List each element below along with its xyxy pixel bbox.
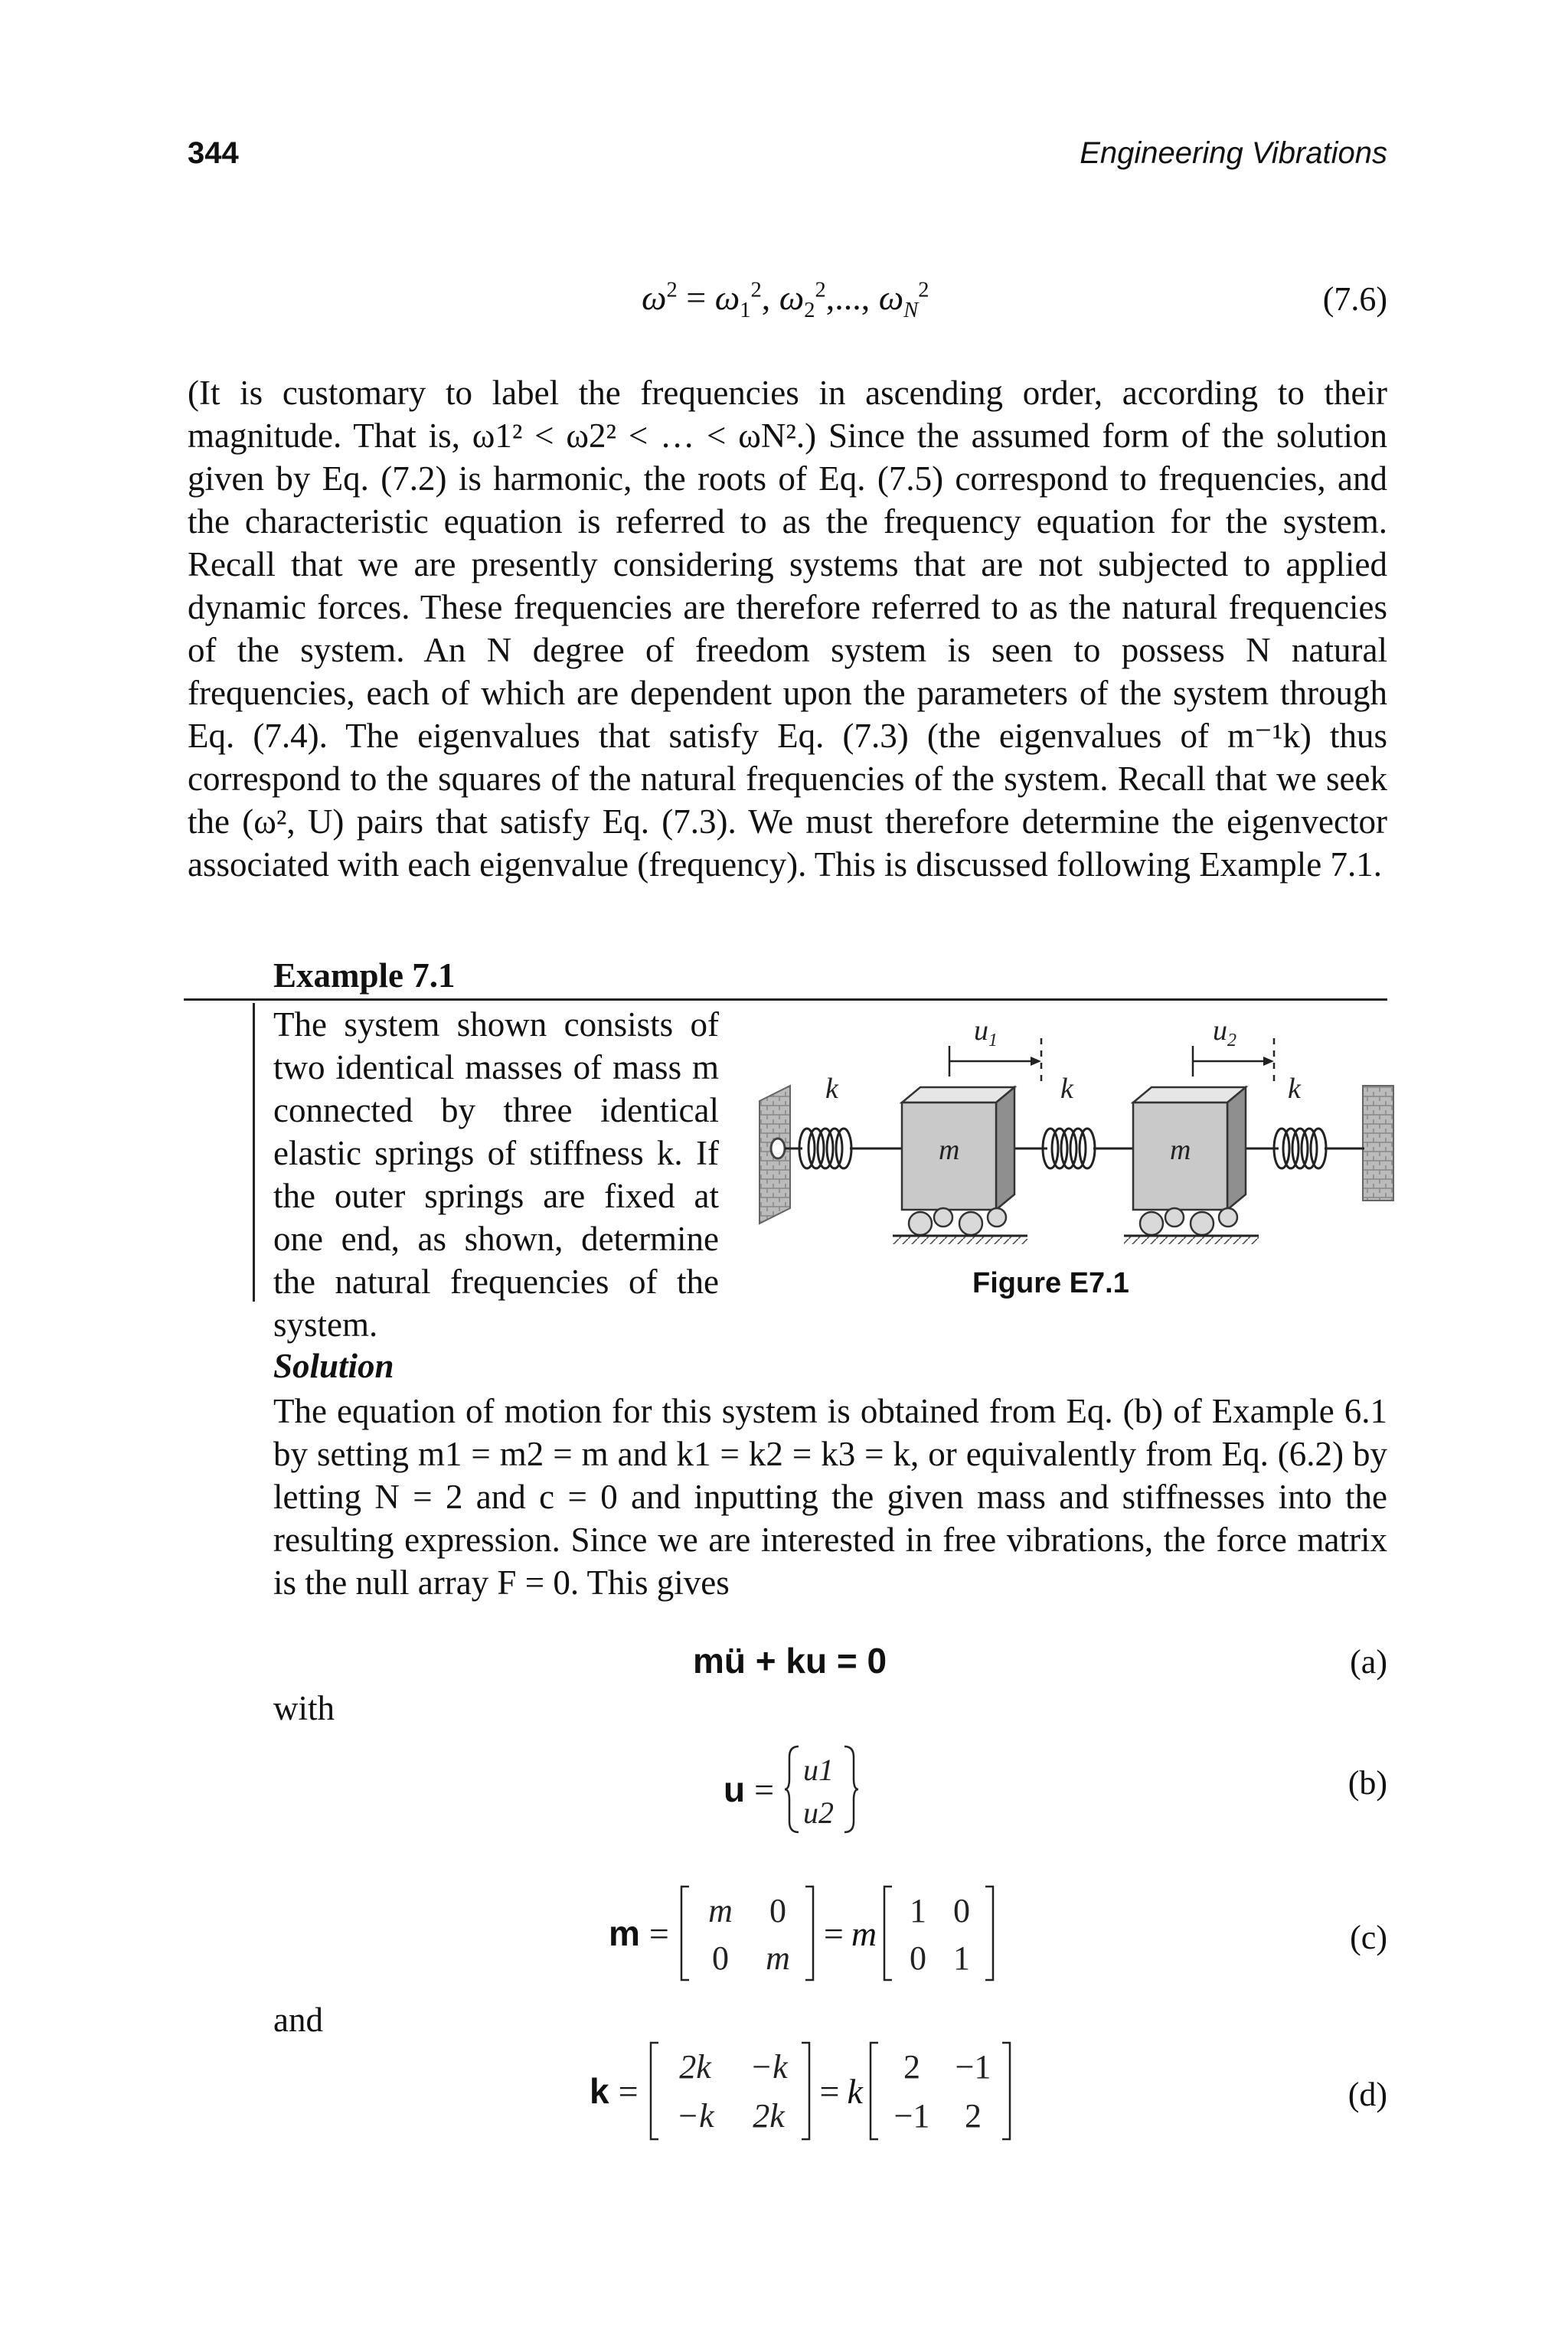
equation-a-label: (a) bbox=[1350, 1643, 1387, 1681]
svg-text:m: m bbox=[707, 1892, 733, 1929]
svg-text:2k: 2k bbox=[678, 2048, 711, 2086]
svg-text:2: 2 bbox=[964, 2097, 982, 2135]
svg-text:0: 0 bbox=[953, 1892, 971, 1929]
label-k-middle: k bbox=[1060, 1073, 1073, 1105]
equation-a: mü + ku = 0 bbox=[693, 1641, 887, 1681]
word-with: with bbox=[273, 1689, 335, 1727]
label-m-1: m bbox=[939, 1134, 960, 1166]
equation-d-label: (d) bbox=[1348, 2076, 1387, 2113]
figure-e7-1 bbox=[743, 1009, 1401, 1262]
solution-text: The equation of motion for this system is obtained from Eq. (b) of Example 6.1 by setting m1 = m2 = m and k1 = k2 = k3 = k, or equivalently from Eq. (6.2) by letting N = 2 and c = 0 and inputting the given mass and stiffnesses into the resulting expression. Since we are interested in free vibrations, the force matrix is the null array F = 0. This gives bbox=[273, 1392, 1387, 1602]
solution-heading: Solution bbox=[273, 1347, 394, 1385]
svg-text:0: 0 bbox=[910, 1939, 927, 1977]
equation-c-label: (c) bbox=[1350, 1919, 1387, 1956]
spring-middle bbox=[1011, 1129, 1133, 1168]
running-title: Engineering Vibrations bbox=[1080, 136, 1387, 170]
label-k-right: k bbox=[1288, 1073, 1301, 1105]
body-paragraph: (It is customary to label the frequencies in ascending order, according to their magnitude. That is, ω1² < ω2² < … < ωN².) Since the assumed form of the solution given by Eq. (7.2) is harmonic, the roots of Eq. (7.5) correspond to frequencies, and the characteristic equation is referred to as the frequency equation for the system. Recall that we are presently considering systems that are not subjected to applied dynamic forces. These frequencies are therefore referred to as the natural frequencies of the system. An N degree of freedom system is seen to possess N natural frequencies, each of which are dependent upon the parameters of the system through Eq. (7.4). The eigenvalues that satisfy Eq. (7.3) (the eigenvalues of m⁻¹k) thus correspond to the squares of the natural frequencies of the system. Recall that we seek the (ω², U) pairs that satisfy Eq. (7.3). We must therefore determine the eigenvector associated with each eigenvalue (frequency). This is discussed following Example 7.1. bbox=[188, 374, 1387, 884]
identity-matrix bbox=[881, 1884, 996, 1983]
example-rule bbox=[184, 998, 1387, 1001]
brace-vector bbox=[783, 1742, 860, 1837]
label-m-2: m bbox=[1170, 1134, 1191, 1166]
right-wall bbox=[1363, 1086, 1393, 1201]
spring-right bbox=[1242, 1129, 1364, 1168]
example-title: Example 7.1 bbox=[273, 956, 456, 995]
vector-entry-u1: u1 bbox=[803, 1753, 835, 1787]
equation-7-6-number: (7.6) bbox=[1322, 280, 1387, 318]
equation-7-6: $\omega^2 = \omega_1^2$, $\omega_2^2$,..., $\omega_N^2$ bbox=[642, 278, 929, 323]
svg-text:m: m bbox=[765, 1939, 790, 1977]
svg-text:2: 2 bbox=[903, 2048, 920, 2086]
svg-text:0: 0 bbox=[769, 1892, 786, 1929]
stiffness-matrix bbox=[648, 2040, 812, 2142]
svg-text:−k: −k bbox=[675, 2097, 714, 2135]
mass-matrix bbox=[678, 1884, 816, 1983]
example-statement: The system shown consists of two identical masses of mass m connected by three identical elastic springs of stiffness k. If the outer springs are fixed at one end, as shown, determine the natural frequencies of the system. bbox=[273, 1005, 719, 1344]
svg-text:−k: −k bbox=[749, 2048, 788, 2086]
svg-text:0: 0 bbox=[711, 1939, 729, 1977]
spring-left bbox=[785, 1129, 902, 1168]
left-wall bbox=[760, 1086, 790, 1224]
page-number: 344 bbox=[188, 136, 239, 170]
svg-text:−1: −1 bbox=[893, 2097, 930, 2135]
equation-d: k = 2k −k −k 2k = k 2 −1 −1 2 bbox=[590, 2040, 1013, 2142]
svg-text:1: 1 bbox=[910, 1892, 927, 1929]
word-and: and bbox=[273, 2001, 323, 2039]
ground bbox=[893, 1236, 1259, 1244]
figure-caption: Figure E7.1 bbox=[972, 1267, 1129, 1299]
equation-b: u = u1 u2 bbox=[724, 1742, 860, 1837]
unit-stiffness-matrix bbox=[867, 2040, 1013, 2142]
label-u2: $u_2$ bbox=[1213, 1014, 1236, 1050]
example-side-bar bbox=[253, 1003, 255, 1302]
label-k-left: k bbox=[825, 1073, 838, 1105]
equation-c: m = m 0 0 m = m 1 0 0 1 bbox=[609, 1884, 996, 1983]
label-u1: $u_1$ bbox=[974, 1014, 998, 1050]
equation-b-label: (b) bbox=[1348, 1764, 1387, 1802]
svg-text:−1: −1 bbox=[955, 2048, 991, 2086]
svg-text:1: 1 bbox=[953, 1939, 971, 1977]
svg-text:2k: 2k bbox=[752, 2097, 785, 2135]
vector-entry-u2: u2 bbox=[803, 1795, 835, 1830]
